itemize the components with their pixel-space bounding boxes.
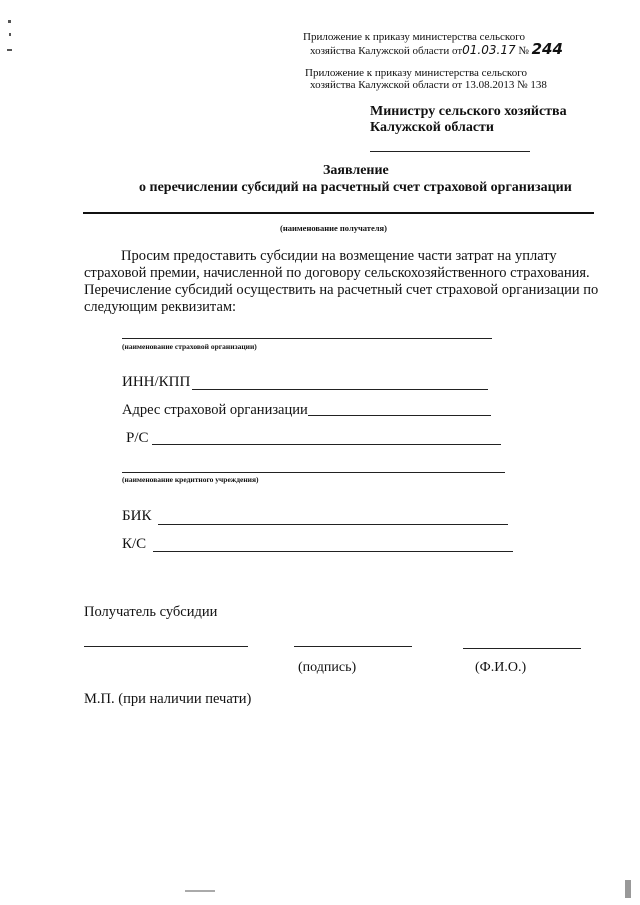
appendix-1-number: 244 [531, 40, 563, 58]
addressee-line-2: Калужской области [370, 120, 494, 135]
insurer-caption: (наименование страховой организации) [122, 342, 257, 351]
appendix-1-line-2-prefix: хозяйства Калужской области от [310, 45, 463, 57]
body-line-2: страховой премии, начисленной по договору сельскохозяйственного страхования. [84, 265, 590, 281]
scan-speck [8, 20, 11, 23]
rs-field-line[interactable] [152, 444, 501, 445]
appendix-1-number-sign: № [518, 45, 529, 57]
appendix-2-line-1: Приложение к приказу министерства сельского [305, 67, 527, 79]
body-line-1: Просим предоставить субсидии на возмещение части затрат на уплату [121, 248, 557, 264]
title-subject: о перечислении субсидий на расчетный счет страховой организации [139, 180, 572, 195]
fio-caption: (Ф.И.О.) [475, 660, 527, 675]
bik-label: БИК [122, 508, 152, 524]
appendix-1-date: 01.03.17 [462, 43, 516, 57]
title-statement: Заявление [323, 163, 389, 178]
appendix-2-line-2: хозяйства Калужской области от 13.08.2013 № 138 [310, 79, 547, 91]
fio-line[interactable] [463, 648, 581, 649]
stamp-label: М.П. (при наличии печати) [84, 691, 252, 707]
signature-caption: (подпись) [298, 660, 357, 675]
addressee-line-1: Министру сельского хозяйства [370, 104, 567, 119]
bik-field-line[interactable] [158, 524, 508, 525]
scan-speck [9, 33, 11, 36]
bank-caption: (наименование кредитного учреждения) [122, 475, 259, 484]
rs-label: Р/С [126, 430, 149, 446]
scan-speck [7, 49, 12, 51]
insurer-name-line[interactable] [122, 338, 492, 339]
appendix-1-line-1: Приложение к приказу министерства сельского [303, 31, 525, 43]
insurer-address-label: Адрес страховой организации [122, 402, 308, 418]
ks-field-line[interactable] [153, 551, 513, 552]
inn-kpp-label: ИНН/КПП [122, 374, 191, 390]
inn-kpp-field-line[interactable] [192, 389, 488, 390]
bank-name-line[interactable] [122, 472, 505, 473]
body-line-4: следующим реквизитам: [84, 299, 237, 315]
insurer-address-field-line[interactable] [308, 415, 491, 416]
scan-artifact [185, 890, 215, 892]
recipient-name-line [83, 212, 594, 214]
addressee-name-line [370, 151, 530, 152]
ks-label: К/С [122, 536, 147, 552]
recipient-caption: (наименование получателя) [280, 223, 387, 233]
signature-line[interactable] [294, 646, 412, 647]
scan-artifact [625, 880, 631, 898]
recipient-label: Получатель субсидии [84, 604, 218, 620]
recipient-name-signature-line[interactable] [84, 646, 248, 647]
body-line-3: Перечисление субсидий осуществить на расчетный счет страховой организации по [84, 282, 599, 298]
appendix-1-line-2 [310, 40, 563, 58]
